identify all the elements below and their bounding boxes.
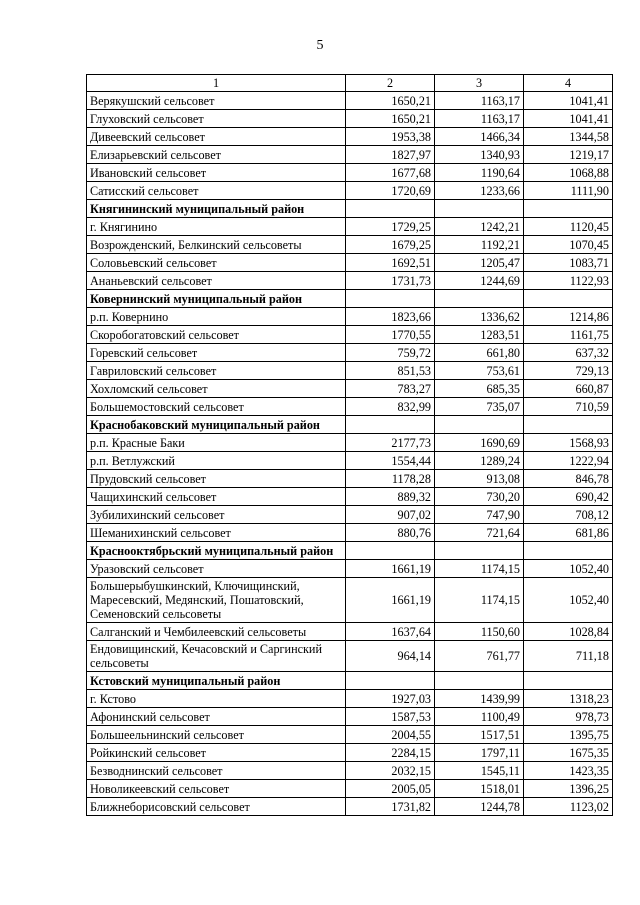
value-col-3: 1205,47 [435, 254, 524, 272]
value-col-4: 729,13 [524, 362, 613, 380]
table-row [87, 236, 613, 254]
page-number: 5 [316, 38, 324, 53]
value-col-2: 2284,15 [346, 744, 435, 762]
settlement-name: г. Княгинино [87, 218, 346, 236]
value-col-2: 1827,97 [346, 146, 435, 164]
value-col-4: 1028,84 [524, 623, 613, 641]
table-row [87, 380, 613, 398]
value-col-2: 1587,53 [346, 708, 435, 726]
value-col-4: 1041,41 [524, 110, 613, 128]
district-header-row [87, 200, 613, 218]
empty-cell [435, 416, 524, 434]
settlement-name: Большемостовский сельсовет [87, 398, 346, 416]
value-col-3: 1289,24 [435, 452, 524, 470]
empty-cell [346, 416, 435, 434]
table-row [87, 128, 613, 146]
table-row [87, 398, 613, 416]
value-col-3: 1340,93 [435, 146, 524, 164]
value-col-2: 1770,55 [346, 326, 435, 344]
table-row [87, 362, 613, 380]
table-row [87, 506, 613, 524]
settlement-name: р.п. Ковернино [87, 308, 346, 326]
value-col-2: 1637,64 [346, 623, 435, 641]
value-col-2: 1178,28 [346, 470, 435, 488]
settlement-name: Соловьевский сельсовет [87, 254, 346, 272]
table-row [87, 92, 613, 110]
value-col-2: 832,99 [346, 398, 435, 416]
value-col-2: 2004,55 [346, 726, 435, 744]
empty-cell [435, 672, 524, 690]
empty-cell [435, 542, 524, 560]
value-col-3: 1244,78 [435, 798, 524, 816]
value-col-3: 1283,51 [435, 326, 524, 344]
value-col-3: 730,20 [435, 488, 524, 506]
settlement-name: Прудовский сельсовет [87, 470, 346, 488]
value-col-2: 1554,44 [346, 452, 435, 470]
value-col-3: 1174,15 [435, 560, 524, 578]
value-col-3: 1336,62 [435, 308, 524, 326]
value-col-4: 1214,86 [524, 308, 613, 326]
value-col-3: 1545,11 [435, 762, 524, 780]
settlement-name: Сатисский сельсовет [87, 182, 346, 200]
district-header-row [87, 542, 613, 560]
empty-cell [346, 290, 435, 308]
value-col-2: 889,32 [346, 488, 435, 506]
settlement-name: Глуховский сельсовет [87, 110, 346, 128]
empty-cell [346, 672, 435, 690]
value-col-3: 761,77 [435, 641, 524, 672]
value-col-4: 710,59 [524, 398, 613, 416]
value-col-3: 1518,01 [435, 780, 524, 798]
value-col-3: 1517,51 [435, 726, 524, 744]
value-col-4: 660,87 [524, 380, 613, 398]
settlement-name: Ройкинский сельсовет [87, 744, 346, 762]
value-col-4: 1219,17 [524, 146, 613, 164]
value-col-2: 1679,25 [346, 236, 435, 254]
value-col-4: 1041,41 [524, 92, 613, 110]
table-row [87, 726, 613, 744]
settlement-name: р.п. Ветлужский [87, 452, 346, 470]
table-row [87, 690, 613, 708]
settlement-name: Ближнеборисовский сельсовет [87, 798, 346, 816]
settlement-name: г. Кстово [87, 690, 346, 708]
value-col-2: 880,76 [346, 524, 435, 542]
empty-cell [524, 416, 613, 434]
value-col-2: 1731,73 [346, 272, 435, 290]
value-col-2: 783,27 [346, 380, 435, 398]
district-name: Ковернинский муниципальный район [87, 290, 346, 308]
table-row [87, 110, 613, 128]
value-col-2: 907,02 [346, 506, 435, 524]
empty-cell [346, 542, 435, 560]
value-col-3: 1244,69 [435, 272, 524, 290]
value-col-3: 1466,34 [435, 128, 524, 146]
value-col-3: 913,08 [435, 470, 524, 488]
district-name: Кстовский муниципальный район [87, 672, 346, 690]
settlement-name: Елизарьевский сельсовет [87, 146, 346, 164]
table-row [87, 254, 613, 272]
value-col-3: 1163,17 [435, 92, 524, 110]
value-col-4: 1052,40 [524, 560, 613, 578]
value-col-4: 1395,75 [524, 726, 613, 744]
column-header-1: 1 [87, 75, 346, 92]
column-header-4: 4 [524, 75, 613, 92]
settlement-name: Зубилихинский сельсовет [87, 506, 346, 524]
settlement-name: Возрожденский, Белкинский сельсоветы [87, 236, 346, 254]
table-row [87, 623, 613, 641]
empty-cell [435, 200, 524, 218]
value-col-3: 747,90 [435, 506, 524, 524]
value-col-3: 1439,99 [435, 690, 524, 708]
table-row [87, 218, 613, 236]
value-col-2: 1823,66 [346, 308, 435, 326]
value-col-2: 2005,05 [346, 780, 435, 798]
district-header-row [87, 290, 613, 308]
tariff-table [86, 74, 613, 816]
value-col-3: 721,64 [435, 524, 524, 542]
value-col-3: 1190,64 [435, 164, 524, 182]
settlement-name: Хохломский сельсовет [87, 380, 346, 398]
table-row [87, 560, 613, 578]
settlement-name: Афонинский сельсовет [87, 708, 346, 726]
value-col-3: 1797,11 [435, 744, 524, 762]
settlement-name: Скоробогатовский сельсовет [87, 326, 346, 344]
value-col-2: 2177,73 [346, 434, 435, 452]
settlement-name: Верякушский сельсовет [87, 92, 346, 110]
value-col-4: 1123,02 [524, 798, 613, 816]
settlement-name: Ендовищинский, Кечасовский и Саргинский сельсоветы [87, 641, 346, 672]
value-col-4: 1318,23 [524, 690, 613, 708]
table-row [87, 344, 613, 362]
value-col-2: 964,14 [346, 641, 435, 672]
value-col-4: 1083,71 [524, 254, 613, 272]
settlement-name: Горевский сельсовет [87, 344, 346, 362]
table-row [87, 272, 613, 290]
value-col-3: 1233,66 [435, 182, 524, 200]
value-col-4: 711,18 [524, 641, 613, 672]
value-col-4: 1344,58 [524, 128, 613, 146]
value-col-2: 1953,38 [346, 128, 435, 146]
value-col-4: 1052,40 [524, 578, 613, 623]
settlement-name: Новоликеевский сельсовет [87, 780, 346, 798]
value-col-2: 1661,19 [346, 578, 435, 623]
value-col-3: 1163,17 [435, 110, 524, 128]
value-col-3: 753,61 [435, 362, 524, 380]
value-col-2: 2032,15 [346, 762, 435, 780]
empty-cell [524, 672, 613, 690]
value-col-4: 1161,75 [524, 326, 613, 344]
value-col-2: 1927,03 [346, 690, 435, 708]
value-col-4: 637,32 [524, 344, 613, 362]
table-row [87, 326, 613, 344]
value-col-4: 1070,45 [524, 236, 613, 254]
value-col-3: 735,07 [435, 398, 524, 416]
empty-cell [524, 200, 613, 218]
table-row [87, 308, 613, 326]
district-name: Княгининский муниципальный район [87, 200, 346, 218]
district-name: Краснооктябрьский муниципальный район [87, 542, 346, 560]
district-header-row [87, 416, 613, 434]
value-col-4: 978,73 [524, 708, 613, 726]
settlement-name: Гавриловский сельсовет [87, 362, 346, 380]
table-row [87, 641, 613, 672]
settlement-name: Ананьевский сельсовет [87, 272, 346, 290]
value-col-4: 1122,93 [524, 272, 613, 290]
district-header-row [87, 672, 613, 690]
settlement-name: Шеманихинский сельсовет [87, 524, 346, 542]
value-col-4: 1068,88 [524, 164, 613, 182]
table-row [87, 578, 613, 623]
settlement-name: Чащихинский сельсовет [87, 488, 346, 506]
value-col-4: 1111,90 [524, 182, 613, 200]
table-row [87, 434, 613, 452]
table-row [87, 182, 613, 200]
empty-cell [435, 290, 524, 308]
value-col-2: 1650,21 [346, 110, 435, 128]
value-col-4: 1568,93 [524, 434, 613, 452]
table-row [87, 708, 613, 726]
settlement-name: Большеельнинский сельсовет [87, 726, 346, 744]
value-col-2: 1720,69 [346, 182, 435, 200]
value-col-4: 708,12 [524, 506, 613, 524]
column-header-3: 3 [435, 75, 524, 92]
value-col-2: 1692,51 [346, 254, 435, 272]
settlement-name: Уразовский сельсовет [87, 560, 346, 578]
table-row [87, 762, 613, 780]
settlement-name: Ивановский сельсовет [87, 164, 346, 182]
value-col-2: 1731,82 [346, 798, 435, 816]
table-row [87, 488, 613, 506]
value-col-3: 1690,69 [435, 434, 524, 452]
value-col-4: 690,42 [524, 488, 613, 506]
value-col-2: 759,72 [346, 344, 435, 362]
settlement-name: Салганский и Чембилеевский сельсоветы [87, 623, 346, 641]
value-col-4: 1120,45 [524, 218, 613, 236]
header-row [87, 75, 613, 92]
settlement-name: Безводнинский сельсовет [87, 762, 346, 780]
value-col-4: 846,78 [524, 470, 613, 488]
value-col-4: 1222,94 [524, 452, 613, 470]
value-col-4: 1675,35 [524, 744, 613, 762]
value-col-2: 1661,19 [346, 560, 435, 578]
settlement-name: Дивеевский сельсовет [87, 128, 346, 146]
value-col-3: 685,35 [435, 380, 524, 398]
table-row [87, 798, 613, 816]
value-col-3: 661,80 [435, 344, 524, 362]
table-row [87, 744, 613, 762]
table-body [87, 92, 613, 816]
table-row [87, 780, 613, 798]
table-row [87, 146, 613, 164]
value-col-3: 1100,49 [435, 708, 524, 726]
value-col-4: 1396,25 [524, 780, 613, 798]
value-col-3: 1242,21 [435, 218, 524, 236]
empty-cell [346, 200, 435, 218]
value-col-3: 1150,60 [435, 623, 524, 641]
district-name: Краснобаковский муниципальный район [87, 416, 346, 434]
value-col-2: 1677,68 [346, 164, 435, 182]
value-col-2: 1650,21 [346, 92, 435, 110]
value-col-2: 1729,25 [346, 218, 435, 236]
value-col-3: 1174,15 [435, 578, 524, 623]
settlement-name: Большерыбушкинский, Ключищинский, Маресевский, Медянский, Пошатовский, Семеновский сельсоветы [87, 578, 346, 623]
value-col-2: 851,53 [346, 362, 435, 380]
table-row [87, 524, 613, 542]
value-col-3: 1192,21 [435, 236, 524, 254]
value-col-4: 1423,35 [524, 762, 613, 780]
empty-cell [524, 542, 613, 560]
column-header-2: 2 [346, 75, 435, 92]
table-row [87, 452, 613, 470]
table-row [87, 470, 613, 488]
value-col-4: 681,86 [524, 524, 613, 542]
table-header [87, 75, 613, 92]
empty-cell [524, 290, 613, 308]
table-row [87, 164, 613, 182]
settlement-name: р.п. Красные Баки [87, 434, 346, 452]
